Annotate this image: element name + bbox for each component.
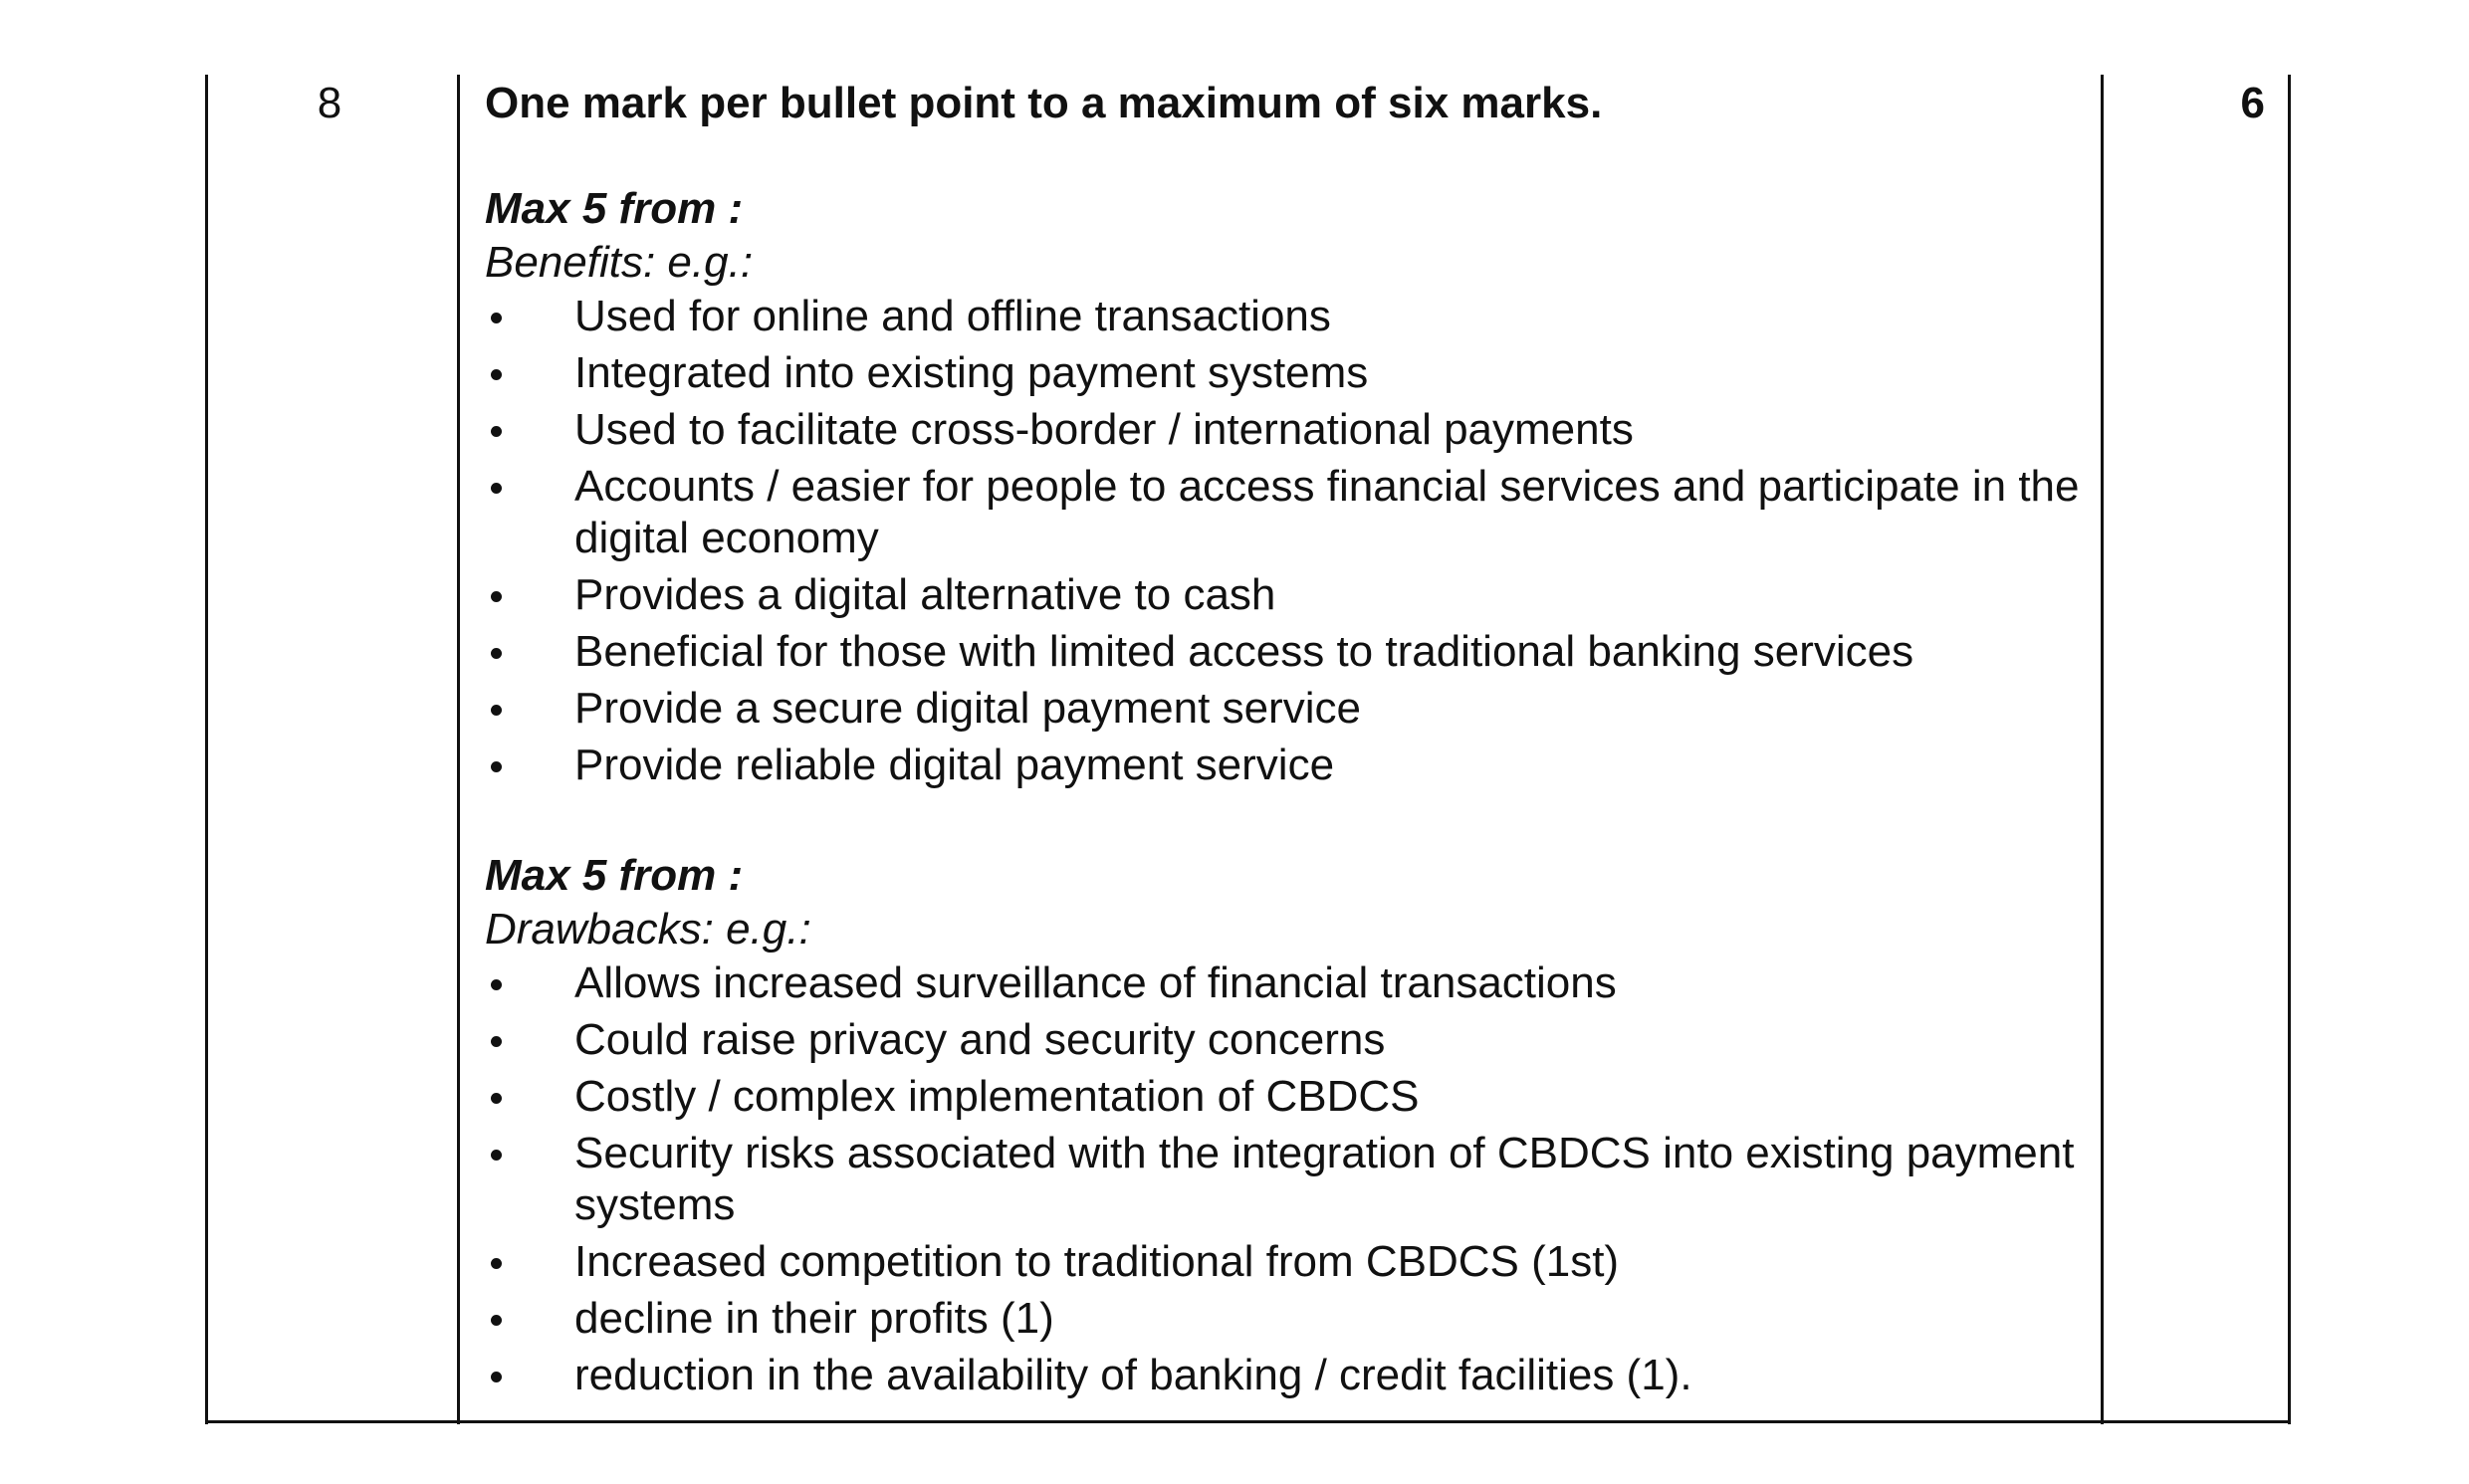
list-item-text: Beneficial for those with limited access to traditional banking services xyxy=(574,627,1914,676)
list-item-text: reduction in the availability of banking / credit facilities (1). xyxy=(574,1351,1692,1399)
answer-cell xyxy=(485,78,2103,1406)
bullet-icon xyxy=(491,1036,502,1047)
drawbacks-label: Drawbacks: e.g.: xyxy=(485,905,811,954)
list-item-text: decline in their profits (1) xyxy=(574,1294,1054,1343)
answer-heading: One mark per bullet point to a maximum of six marks. xyxy=(485,79,1603,127)
list-item-text: Accounts / easier for people to access financial services and participate in the digital economy xyxy=(574,462,2080,562)
bullet-icon xyxy=(491,705,502,716)
bullet-icon xyxy=(491,979,502,990)
list-item-text: Increased competition to traditional from CBDCS (1st) xyxy=(574,1237,1620,1286)
list-item xyxy=(485,1236,2103,1288)
bullet-icon xyxy=(491,591,502,602)
list-item xyxy=(485,683,2103,735)
bullet-icon xyxy=(491,761,502,772)
list-item xyxy=(485,957,2103,1009)
bullet-icon xyxy=(491,648,502,659)
table-left-border xyxy=(205,75,208,1424)
benefits-list xyxy=(485,291,2103,791)
list-item-text: Provide a secure digital payment service xyxy=(574,684,1361,733)
list-item-text: Used for online and offline transactions xyxy=(574,292,1331,340)
marks-value: 6 xyxy=(2240,79,2265,127)
list-item-text: Provide reliable digital payment service xyxy=(574,741,1335,789)
list-item xyxy=(485,740,2103,791)
benefits-label: Benefits: e.g.: xyxy=(485,238,754,287)
list-item xyxy=(485,347,2103,399)
list-item-text: Could raise privacy and security concerns xyxy=(574,1015,1386,1064)
list-item xyxy=(485,626,2103,678)
list-item xyxy=(485,404,2103,456)
benefits-max-label: Max 5 from : xyxy=(485,184,744,233)
table-column-divider-question xyxy=(457,75,460,1424)
bullet-icon xyxy=(491,313,502,323)
table-right-border xyxy=(2288,75,2291,1424)
bullet-icon xyxy=(491,1150,502,1161)
bullet-icon xyxy=(491,1093,502,1104)
list-item-text: Integrated into existing payment systems xyxy=(574,348,1369,397)
list-item xyxy=(485,1071,2103,1123)
list-item xyxy=(485,1350,2103,1401)
list-item-text: Used to facilitate cross-border / international payments xyxy=(574,405,1634,454)
question-number: 8 xyxy=(317,79,342,127)
bullet-icon xyxy=(491,426,502,437)
spacer xyxy=(485,796,2103,850)
table-bottom-border xyxy=(205,1420,2291,1423)
list-item xyxy=(485,1293,2103,1345)
bullet-icon xyxy=(491,369,502,380)
list-item xyxy=(485,1128,2103,1231)
list-item-text: Security risks associated with the integration of CBDCS into existing payment systems xyxy=(574,1129,2075,1229)
list-item-text: Provides a digital alternative to cash xyxy=(574,570,1276,619)
drawbacks-list xyxy=(485,957,2103,1401)
list-item xyxy=(485,461,2103,564)
list-item xyxy=(485,569,2103,621)
drawbacks-max-label: Max 5 from : xyxy=(485,851,744,900)
list-item xyxy=(485,291,2103,342)
bullet-icon xyxy=(491,1258,502,1269)
list-item-text: Allows increased surveillance of financial transactions xyxy=(574,958,1617,1007)
spacer xyxy=(485,129,2103,183)
bullet-icon xyxy=(491,1315,502,1326)
bullet-icon xyxy=(491,483,502,494)
bullet-icon xyxy=(491,1372,502,1382)
list-item xyxy=(485,1014,2103,1066)
list-item-text: Costly / complex implementation of CBDCS xyxy=(574,1072,1420,1121)
